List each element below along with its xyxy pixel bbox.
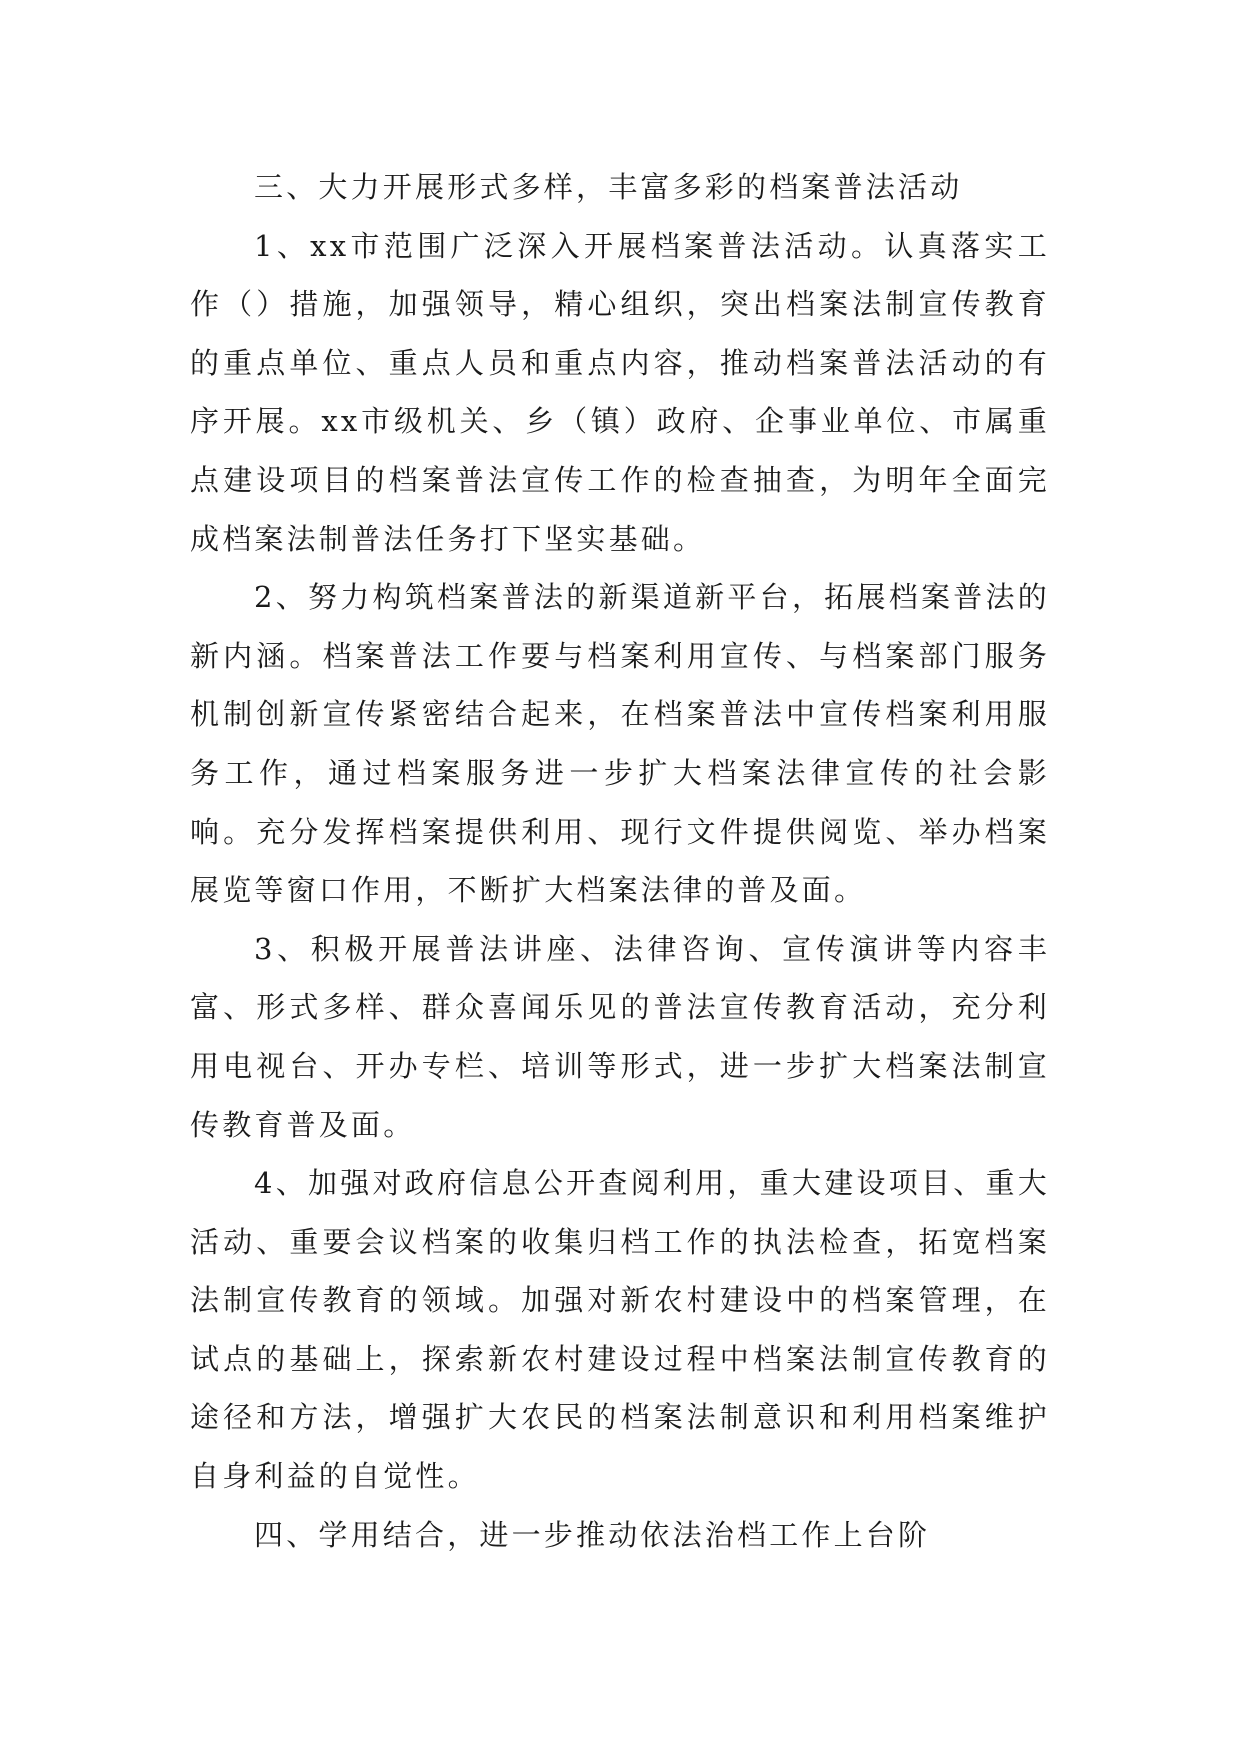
paragraph-item-1: 1、xx市范围广泛深入开展档案普法活动。认真落实工作（）措施，加强领导，精心组织，突出档案法制宣传教育的重点单位、重点人员和重点内容，推动档案普法活动的有序开展。xx市级机关、乡（镇）政府、企事业单位、市属重点建设项目的档案普法宣传工作的检查抽查，为明年全面完成档案法制普法任务打下坚实基础。 [190,228,1050,556]
paragraph-item-2: 2、努力构筑档案普法的新渠道新平台，拓展档案普法的新内涵。档案普法工作要与档案利用宣传、与档案部门服务机制创新宣传紧密结合起来，在档案普法中宣传档案利用服务工作，通过档案服务进一步扩大档案法律宣传的社会影响。充分发挥档案提供利用、现行文件提供阅览、举办档案展览等窗口作用，不断扩大档案法律的普及面。 [190,580,1050,908]
document-page [190,158,1050,1564]
section-heading-3: 三、大力开展形式多样，丰富多彩的档案普法活动 [254,170,963,204]
paragraph-item-4: 4、加强对政府信息公开查阅利用，重大建设项目、重大活动、重要会议档案的收集归档工作的执法检查，拓宽档案法制宣传教育的领域。加强对新农村建设中的档案管理，在试点的基础上，探索新农村建设过程中档案法制宣传教育的途径和方法，增强扩大农民的档案法制意识和利用档案维护自身利益的自觉性。 [190,1166,1050,1494]
paragraph-item-3: 3、积极开展普法讲座、法律咨询、宣传演讲等内容丰富、形式多样、群众喜闻乐见的普法宣传教育活动，充分利用电视台、开办专栏、培训等形式，进一步扩大档案法制宣传教育普及面。 [190,931,1050,1142]
section-heading-4: 四、学用结合，进一步推动依法治档工作上台阶 [254,1517,931,1552]
